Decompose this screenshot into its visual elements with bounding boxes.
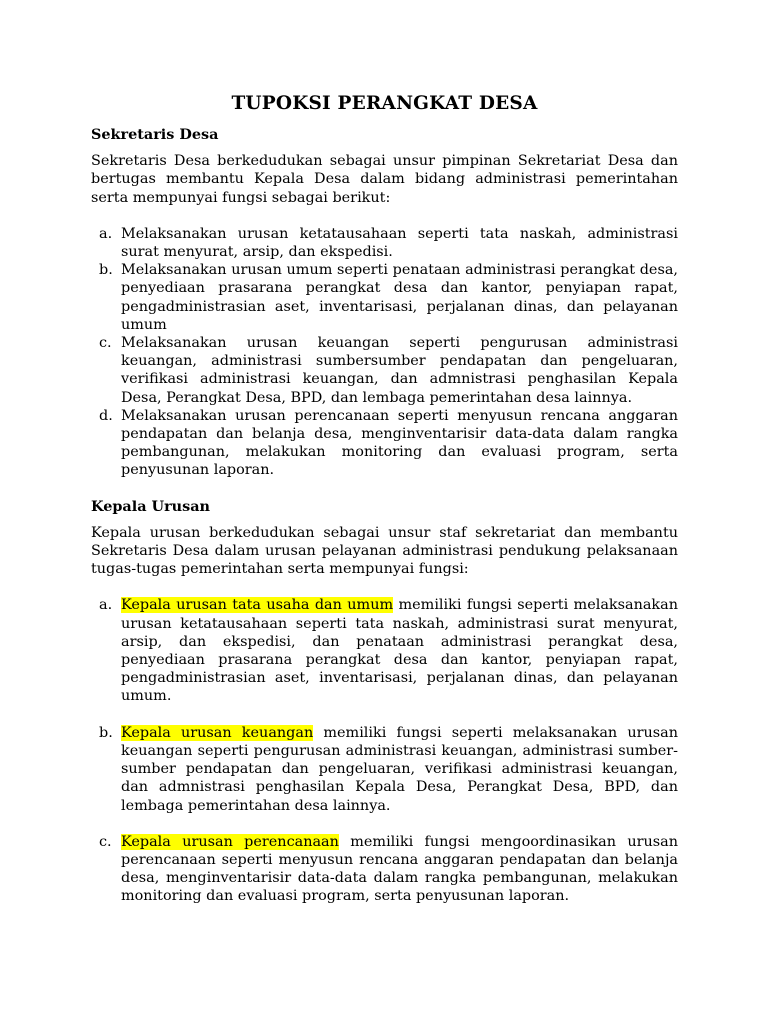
list-item <box>91 833 678 906</box>
sekretaris-desa-function-list <box>91 225 678 480</box>
list-marker: b. <box>99 724 113 741</box>
kepala-urusan-function-list <box>91 596 678 905</box>
document-page <box>91 92 678 906</box>
list-item-text <box>121 724 678 815</box>
list-item-text: Melaksanakan urusan keuangan seperti pengurusan administrasi keuangan, administrasi sumbersumber pendapatan dan pengeluaran, verifikasi administrasi keuangan, dan admnistrasi penghasilan Kepala Desa, Perangkat Desa, BPD, dan lembaga pemerintahan desa lainnya. <box>121 335 678 406</box>
list-item-text: Melaksanakan urusan ketatausahaan seperti tata naskah, administrasi surat menyurat, arsip, dan ekspedisi. <box>121 225 678 261</box>
list-item-text <box>121 833 678 906</box>
highlighted-term: Kepala urusan keuangan <box>121 724 314 741</box>
list-item-description: memiliki fungsi seperti melaksanakan urusan keuangan seperti pengurusan administrasi keuangan, administrasi sumber-sumber pendapatan dan pengeluaran, verifikasi administrasi keuangan, dan admnistrasi penghasilan Kepala Desa, Perangkat Desa, BPD, dan lembaga pemerintahan desa lainnya. <box>121 724 678 814</box>
list-item-description: memiliki fungsi seperti melaksanakan urusan ketatausahaan seperti tata naskah, administrasi surat menyurat, arsip, dan ekspedisi, dan penataan administrasi perangkat desa, penyediaan prasarana perangkat desa dan kantor, penyiapan rapat, pengadministrasian aset, inventarisasi, perjalanan dinas, dan pelayanan umum. <box>121 597 678 705</box>
list-item <box>91 407 678 480</box>
section-intro-sekretaris-desa: Sekretaris Desa berkedudukan sebagai unsur pimpinan Sekretariat Desa dan bertugas membantu Kepala Desa dalam bidang administrasi pemerintahan serta mempunyai fungsi sebagai berikut: <box>91 153 678 206</box>
document-title: TUPOKSI PERANGKAT DESA <box>231 93 538 114</box>
list-item-text: Melaksanakan urusan umum seperti penataan administrasi perangkat desa, penyediaan prasarana perangkat desa dan kantor, penyiapan rapat, pengadministrasian aset, inventarisasi, perjalanan dinas, dan pelayanan umum <box>121 262 678 333</box>
list-marker: a. <box>99 597 113 614</box>
section-heading-sekretaris-desa: Sekretaris Desa <box>91 126 219 143</box>
list-item <box>91 225 678 261</box>
highlighted-term: Kepala urusan tata usaha dan umum <box>121 597 394 614</box>
list-marker: c. <box>99 833 112 850</box>
list-item <box>91 724 678 815</box>
list-item-description: memiliki fungsi mengoordinasikan urusan perencanaan seperti menyusun rencana anggaran pendapatan dan belanja desa, menginventarisir data-data dalam rangka pembangunan, melakukan monitoring dan evaluasi program, serta penyusunan laporan. <box>121 833 678 905</box>
list-item <box>91 261 678 334</box>
section-intro-kepala-urusan: Kepala urusan berkedudukan sebagai unsur staf sekretariat dan membantu Sekretaris Desa dalam urusan pelayanan administrasi pendukung pelaksanaan tugas-tugas pemerintahan serta mempunyai fungsi: <box>91 524 678 578</box>
highlighted-term: Kepala urusan perencanaan <box>121 833 339 850</box>
list-item <box>91 334 678 407</box>
list-marker: a. <box>99 225 113 242</box>
list-item-text <box>121 596 678 705</box>
list-item-text: Melaksanakan urusan perencanaan seperti menyusun rencana anggaran pendapatan dan belanja desa, menginventarisir data-data dalam rangka pembangunan, melakukan monitoring dan evaluasi program, serta penyusunan laporan. <box>121 407 678 479</box>
list-marker: c. <box>99 335 112 352</box>
list-marker: b. <box>99 262 113 279</box>
list-item <box>91 596 678 705</box>
section-heading-kepala-urusan: Kepala Urusan <box>91 497 211 515</box>
list-marker: d. <box>99 407 113 424</box>
